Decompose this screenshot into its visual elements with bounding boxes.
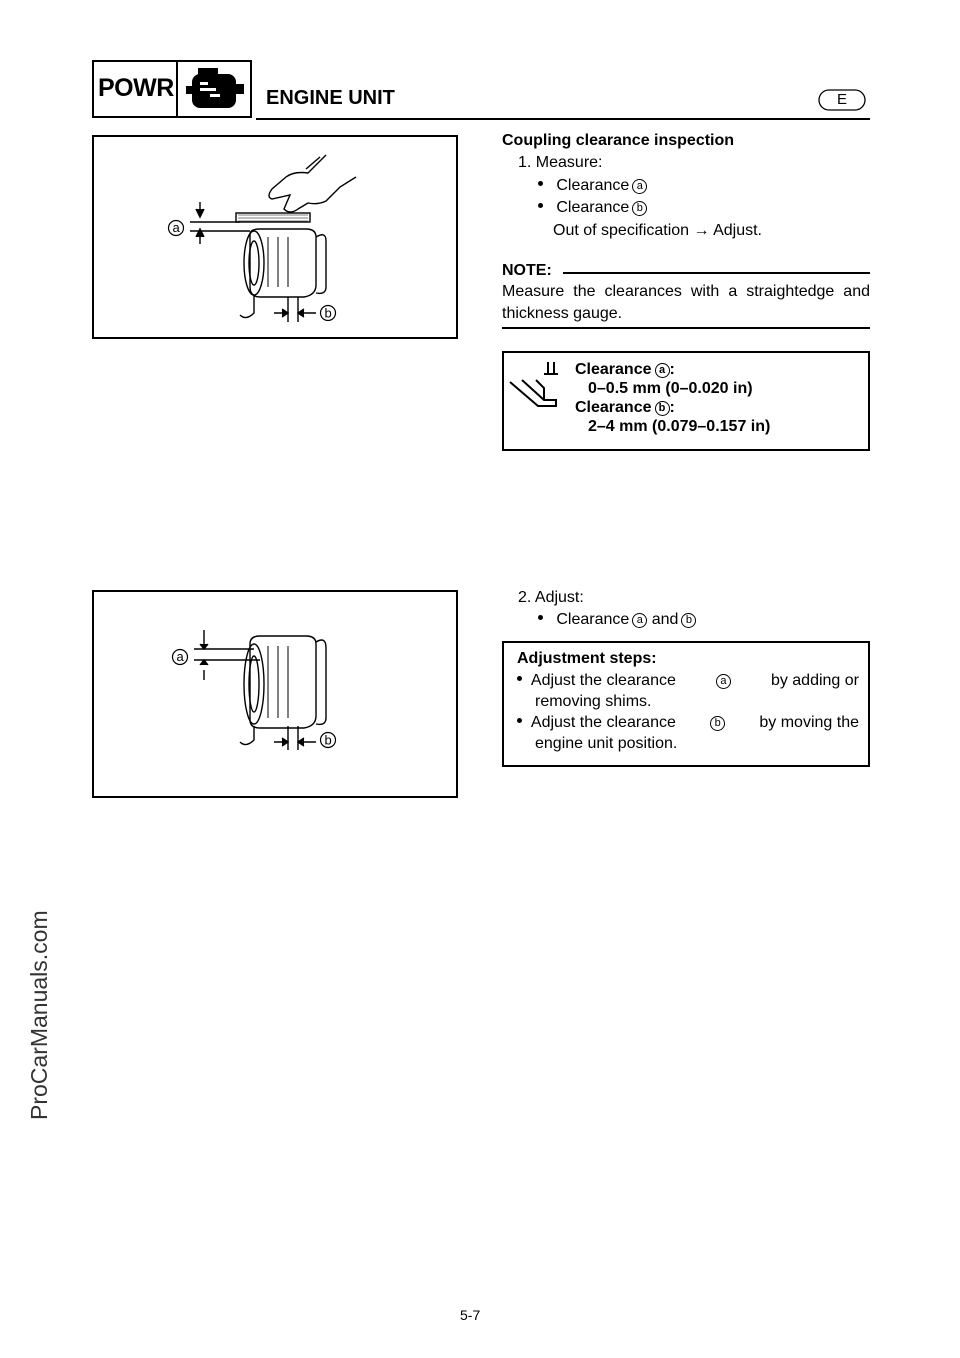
page-title: ENGINE UNIT: [266, 87, 395, 109]
adjustment-step-b: [517, 712, 859, 734]
item-label: Clearance: [556, 611, 630, 628]
engine-icon: [184, 66, 246, 112]
circled-a: a: [655, 363, 670, 378]
item-label: Clearance: [556, 177, 630, 194]
circled-a: a: [716, 674, 731, 689]
note-rule-bottom: [502, 327, 870, 329]
circled-b: b: [681, 613, 696, 628]
adjustment-step-a-line2: removing shims.: [535, 693, 652, 710]
measure-item-b: [538, 197, 647, 219]
spec-b-value: 2–4 mm (0.079–0.157 in): [588, 418, 771, 435]
figure-2: [92, 590, 458, 798]
measure-result: Out of specification → Adjust.: [553, 222, 762, 239]
caliper-icon: [508, 360, 558, 412]
bullet: [517, 676, 522, 681]
step-text: by adding or: [770, 672, 859, 689]
circled-a: a: [632, 613, 647, 628]
adjustment-step-b-line2: engine unit position.: [535, 735, 678, 752]
adjustment-step-a: [517, 670, 859, 692]
bullet: [538, 203, 543, 208]
and-text: and: [651, 611, 679, 628]
note-rule-top: [563, 272, 870, 274]
figure2-label-a: a: [176, 649, 184, 664]
step-adjust: 2. Adjust:: [518, 589, 584, 606]
figure2-label-b: b: [324, 732, 332, 748]
step-text: Adjust the clearance: [530, 672, 676, 689]
step-text: by moving the: [759, 714, 859, 731]
coupling-measure-illustration: [94, 137, 456, 337]
bullet: [538, 615, 543, 620]
spec-label: Clearance: [575, 361, 652, 378]
item-label: Clearance: [556, 199, 630, 216]
circled-a: a: [632, 179, 647, 194]
measure-item-a: [538, 175, 647, 197]
page-number: 5-7: [460, 1307, 481, 1323]
bullet: [538, 181, 543, 186]
step-text: Adjust the clearance: [530, 714, 676, 731]
note-label: NOTE:: [502, 262, 552, 279]
adjustment-heading: Adjustment steps:: [517, 650, 657, 667]
figure1-label-a: a: [172, 220, 180, 235]
note-text: Measure the clearances with a straightedge and thickness gauge.: [502, 283, 870, 322]
watermark: ProCarManuals.com: [26, 910, 52, 1120]
figure-1: [92, 135, 458, 339]
spec-a-value: 0–0.5 mm (0–0.020 in): [588, 380, 753, 397]
language-code: E: [836, 91, 847, 108]
section-tab-divider: [176, 60, 178, 118]
section-heading: Coupling clearance inspection: [502, 132, 735, 149]
circled-b: b: [632, 201, 647, 216]
step-measure: 1. Measure:: [518, 154, 603, 171]
section-code: POWR: [98, 74, 174, 102]
circled-b: b: [710, 716, 725, 731]
language-badge: [818, 89, 866, 111]
spec-a-label: Clearance a :: [575, 361, 675, 378]
spec-b-label: Clearance b :: [575, 399, 675, 416]
figure1-label-b: b: [324, 305, 332, 321]
adjust-item: [538, 609, 696, 631]
header-rule: [256, 118, 870, 120]
spec-label: Clearance: [575, 399, 652, 416]
coupling-adjust-illustration: [94, 592, 456, 796]
circled-b: b: [655, 401, 670, 416]
bullet: [517, 718, 522, 723]
